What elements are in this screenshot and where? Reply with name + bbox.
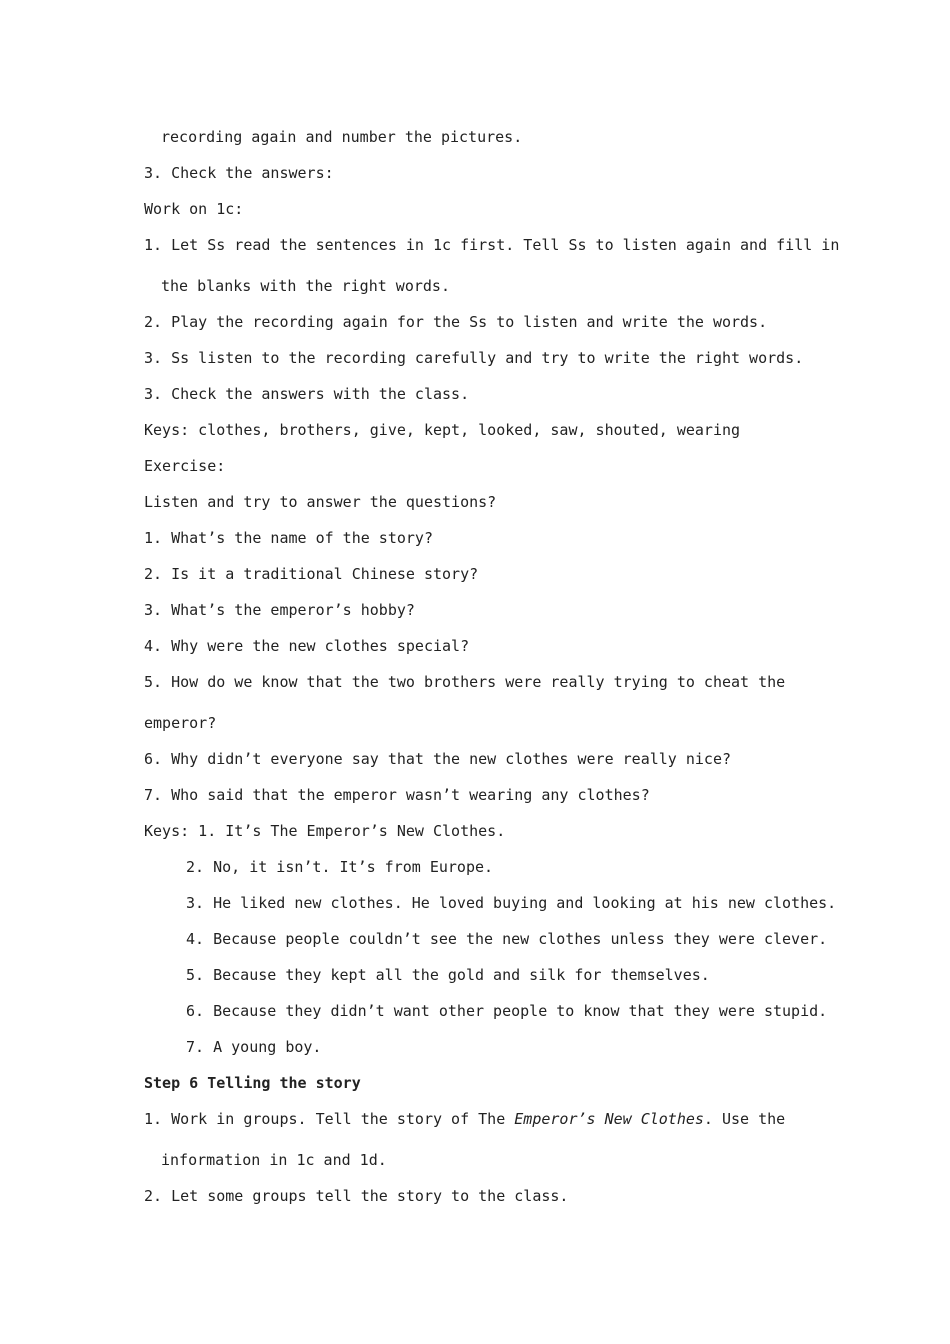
text-line: 3. Check the answers with the class. [144,385,470,403]
step-heading: Step 6 Telling the story [144,1074,361,1092]
question-item: 1. What’s the name of the story? [144,529,433,547]
question-item: 6. Why didn’t everyone say that the new clothes were really nice? [144,750,731,768]
text-line: 2. Let some groups tell the story to the class. [144,1187,569,1205]
text-line: recording again and number the pictures. [161,128,523,146]
answer-item: 5. Because they kept all the gold and silk for themselves. [186,966,710,984]
question-item-continued: emperor? [144,714,217,732]
text-segment: . Use the [703,1110,786,1128]
answer-item: 2. No, it isn’t. It’s from Europe. [186,858,494,876]
answer-key-line: Keys: 1. It’s The Emperor’s New Clothes. [144,822,506,840]
section-heading: Work on 1c: [144,200,244,218]
text-line [144,1109,785,1129]
question-item: 7. Who said that the emperor wasn’t wearing any clothes? [144,786,650,804]
question-item: 2. Is it a traditional Chinese story? [144,565,479,583]
answer-item: 4. Because people couldn’t see the new clothes unless they were clever. [186,930,828,948]
keys-line: Keys: clothes, brothers, give, kept, looked, saw, shouted, wearing [144,421,741,439]
question-item: 4. Why were the new clothes special? [144,637,470,655]
text-line: 3. Ss listen to the recording carefully and try to write the right words. [144,349,804,367]
question-item: 3. What’s the emperor’s hobby? [144,601,415,619]
text-line: 1. Let Ss read the sentences in 1c first. Tell Ss to listen again and fill in [144,236,840,254]
text-line: 3. Check the answers: [144,164,334,182]
section-heading: Exercise: [144,457,226,475]
text-line: information in 1c and 1d. [161,1151,387,1169]
answer-item: 7. A young boy. [186,1038,322,1056]
text-line: Listen and try to answer the questions? [144,493,497,511]
answer-item: 3. He liked new clothes. He loved buying and looking at his new clothes. [186,894,837,912]
story-title: Emperor’s New Clothes [514,1110,704,1128]
question-item: 5. How do we know that the two brothers were really trying to cheat the [144,673,786,691]
answer-item: 6. Because they didn’t want other people to know that they were stupid. [186,1002,828,1020]
text-line: the blanks with the right words. [161,277,450,295]
text-line: 2. Play the recording again for the Ss to listen and write the words. [144,313,768,331]
text-segment: 1. Work in groups. Tell the story of The [144,1110,515,1128]
